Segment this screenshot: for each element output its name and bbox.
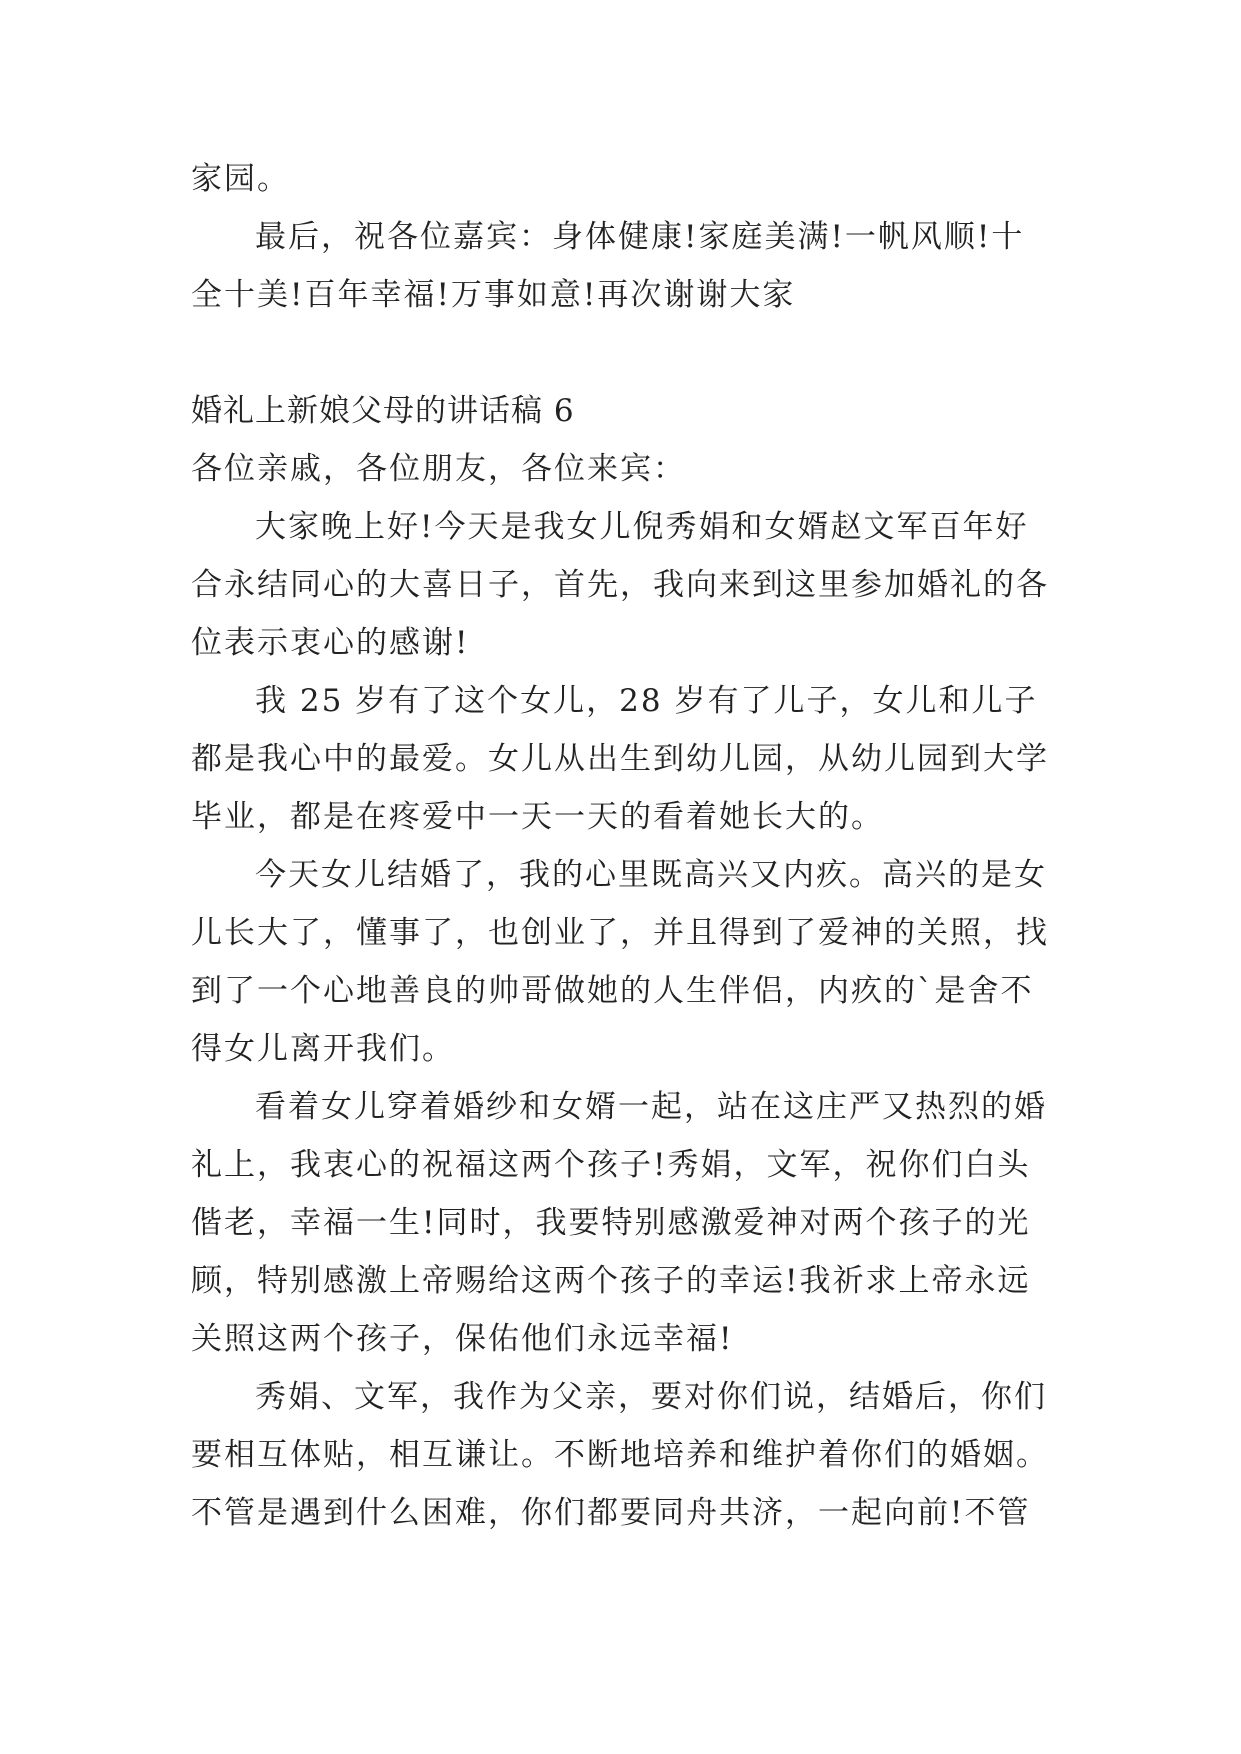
paragraph-greeting: 大家晚上好!今天是我女儿倪秀娟和女婿赵文军百年好合永结同心的大喜日子，首先，我向来到这里参加婚礼的各位表示衷心的感谢! — [191, 509, 1049, 661]
paragraph-advice: 秀娟、文军，我作为父亲，要对你们说，结婚后，你们要相互体贴，相互谦让。不断地培养和维护着你们的婚姻。不管是遇到什么困难，你们都要同舟共济，一起向前!不管 — [191, 1379, 1049, 1531]
paragraph-blessing: 看着女儿穿着婚纱和女婿一起，站在这庄严又热烈的婚礼上，我衷心的祝福这两个孩子!秀娟，文军，祝你们白头偕老，幸福一生!同时，我要特别感激爱神对两个孩子的光顾，特别感激上帝赐给这两个孩子的幸运!我祈求上帝永远关照这两个孩子，保佑他们永远幸福! — [191, 1089, 1047, 1357]
paragraph-children: 我 25 岁有了这个女儿，28 岁有了儿子，女儿和儿子都是我心中的最爱。女儿从出生到幼儿园，从幼儿园到大学毕业，都是在疼爱中一天一天的看着她长大的。 — [191, 683, 1049, 835]
paragraph-feelings: 今天女儿结婚了，我的心里既高兴又内疚。高兴的是女儿长大了，懂事了，也创业了，并且得到了爱神的关照，找到了一个心地善良的帅哥做她的人生伴侣，内疚的`是舍不得女儿离开我们。 — [191, 857, 1049, 1067]
document-body — [191, 150, 1051, 1542]
section-heading: 婚礼上新娘父母的讲话稿 6 — [191, 393, 575, 429]
salutation: 各位亲戚，各位朋友，各位来宾： — [191, 451, 686, 487]
paragraph-closing-wishes: 最后，祝各位嘉宾：身体健康!家庭美满!一帆风顺!十全十美!百年幸福!万事如意!再次谢谢大家 — [191, 219, 1025, 313]
paragraph-continuation: 家园。 — [191, 161, 290, 197]
